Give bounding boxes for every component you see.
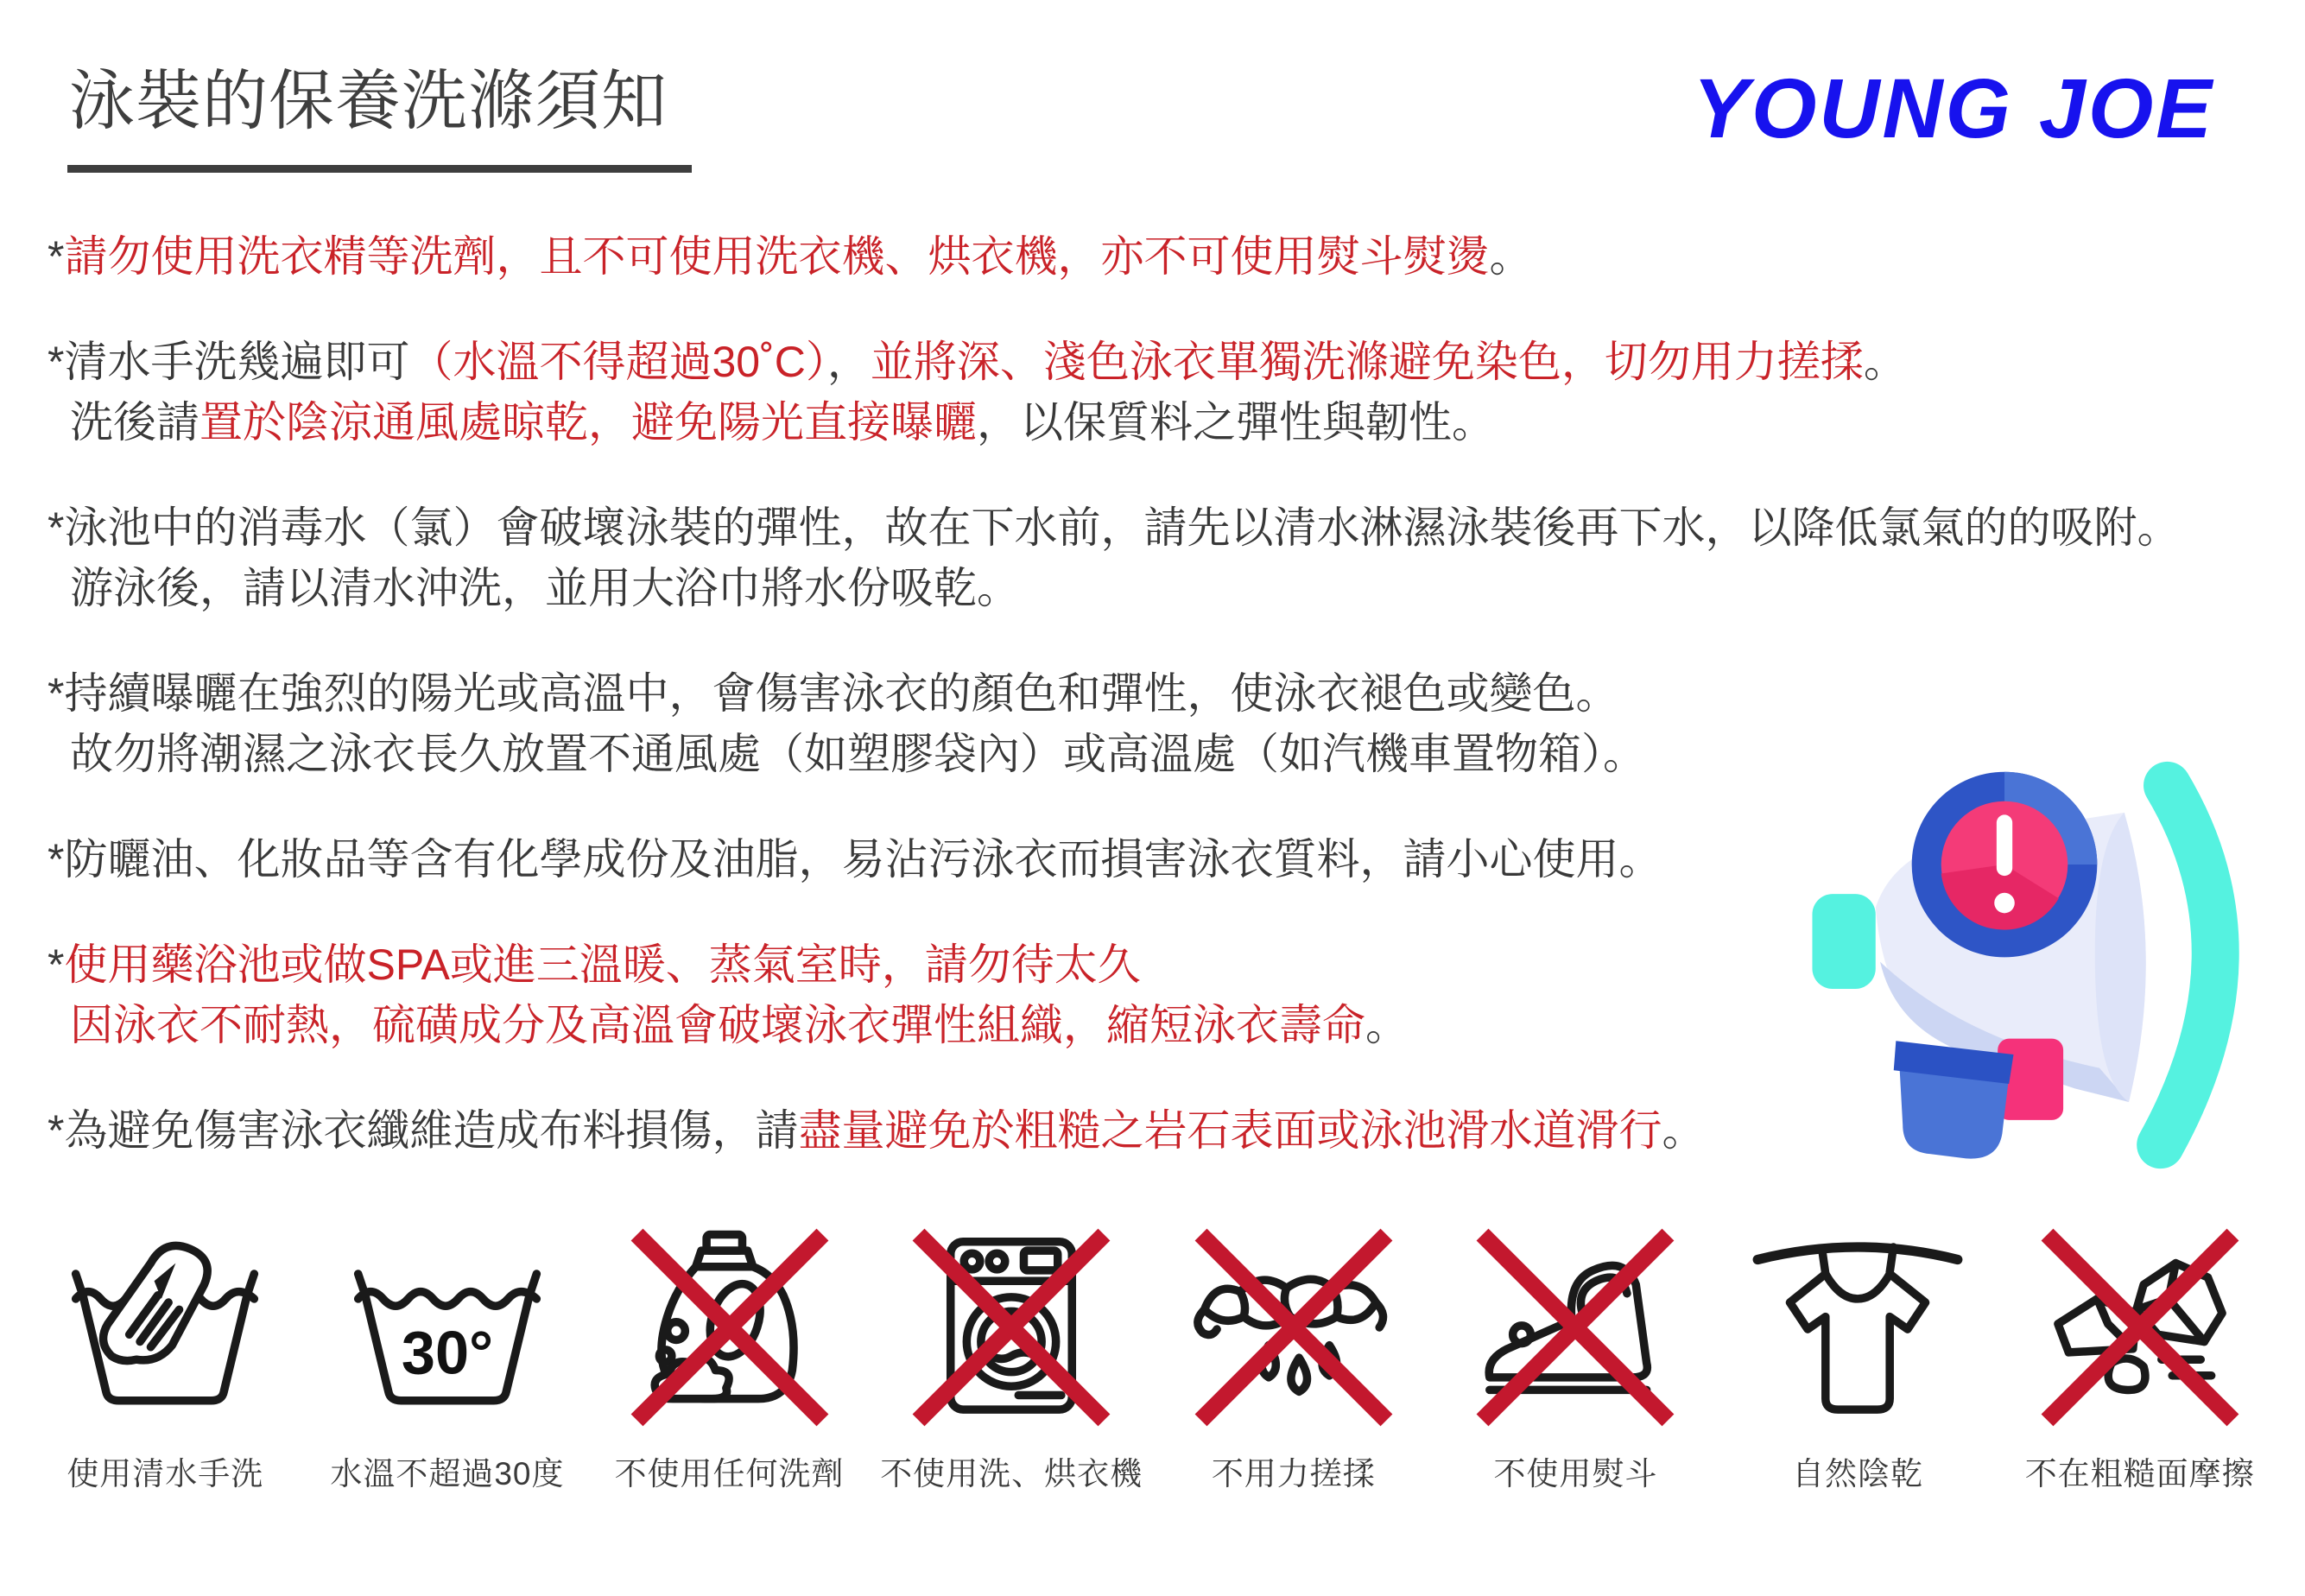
care-icon-no-ironing [1434,1216,1717,1494]
notice-line [47,332,2276,392]
text-segment: *清水手洗幾遍即可 [47,338,410,386]
care-icon-max-30-degrees [307,1216,589,1494]
care-icon-no-wringing [1153,1216,1435,1494]
max-30-degrees-icon [340,1216,554,1439]
notice-line [47,392,2276,453]
care-icon-label: 水溫不超過30度 [330,1456,565,1492]
text-segment: *持續曝曬在強烈的陽光或高溫中，會傷害泳衣的顏色和彈性，使泳衣褪色或變色。 [47,669,1619,718]
text-segment: ，以保質料之彈性與韌性。 [977,398,1495,446]
text-segment: 。 [1489,232,1533,281]
care-icon-hand-wash [24,1216,307,1494]
care-icon-label: 不使用熨斗 [1493,1456,1658,1492]
svg-text:30°: 30° [401,1318,494,1387]
text-segment: 故勿將潮濕之泳衣長久放置不通風處（如塑膠袋內）或高溫處（如汽機車置物箱）。 [70,730,1646,778]
care-icon-label: 不用力搓揉 [1211,1456,1376,1492]
drip-dry-shade-icon [1751,1216,1965,1439]
text-segment: 因泳衣不耐熱，硫磺成分及高溫會破壞泳衣彈性組織，縮短泳衣壽命 [70,1001,1365,1049]
care-icon-no-detergent [588,1216,871,1494]
notice-line [47,663,2276,724]
page-title: 泳裝的保養洗滌須知 [67,48,692,173]
no-wringing-icon [1187,1216,1401,1439]
text-segment: *防曬油、化妝品等含有化學成份及油脂，易沾污泳衣而損害泳衣質料，請小心使用。 [47,835,1662,884]
text-segment: * [47,232,65,281]
text-segment: 。 [1662,1106,1706,1155]
text-segment: 盡量避免於粗糙之岩石表面或泳池滑水道滑行 [798,1106,1662,1155]
text-segment: 並將深、淺色泳衣單獨洗滌避免染色，切勿用力搓揉 [870,338,1864,386]
notice-line [47,226,2276,287]
hand-wash-icon [58,1216,272,1439]
care-icons-row [24,1216,2281,1494]
text-segment: 請勿使用洗衣精等洗劑，且不可使用洗衣機、烘衣機，亦不可使用熨斗熨燙 [64,232,1490,281]
megaphone-icon [1803,744,2301,1175]
no-ironing-icon [1468,1216,1682,1439]
text-segment: 游泳後，請以清水沖洗，並用大浴巾將水份吸乾。 [70,564,1020,612]
text-segment: 使用藥浴池或做SPA或進三溫暖、蒸氣室時，請勿待太久 [64,940,1141,989]
care-icon-label: 不使用任何洗劑 [614,1456,845,1492]
care-icon-label: 不使用洗、烘衣機 [880,1456,1143,1492]
care-icon-no-machine [871,1216,1153,1494]
text-segment: * [47,940,65,989]
brand-logo: YOUNG JOE [1693,61,2214,155]
care-icon-label: 使用清水手洗 [66,1456,264,1492]
no-rough-surfaces-icon [2033,1216,2247,1439]
text-segment: ， [826,338,871,386]
no-detergent-icon [623,1216,837,1439]
care-icon-label: 自然陰乾 [1792,1456,1924,1492]
notice-line [47,558,2276,618]
text-segment: *為避免傷害泳衣纖維造成布料損傷，請 [47,1106,799,1155]
text-segment: （水溫不得超過30˚C） [409,338,827,386]
care-icon-no-rough [1998,1216,2281,1494]
care-icon-label: 不在粗糙面摩擦 [2024,1456,2255,1492]
text-segment: 洗後請 [70,398,199,446]
text-segment: *泳池中的消毒水（氯）會破壞泳裝的彈性，故在下水前，請先以清水淋濕泳裝後再下水，以降低氯氣的的吸附。 [47,504,2181,552]
no-machine-wash-dry-icon [904,1216,1118,1439]
text-segment: 置於陰涼通風處晾乾，避免陽光直接曝曬 [199,398,977,446]
text-segment: 。 [1863,338,1907,386]
text-segment: 。 [1365,1001,1409,1049]
care-icon-drip-dry [1717,1216,1999,1494]
notice-line [47,497,2276,558]
